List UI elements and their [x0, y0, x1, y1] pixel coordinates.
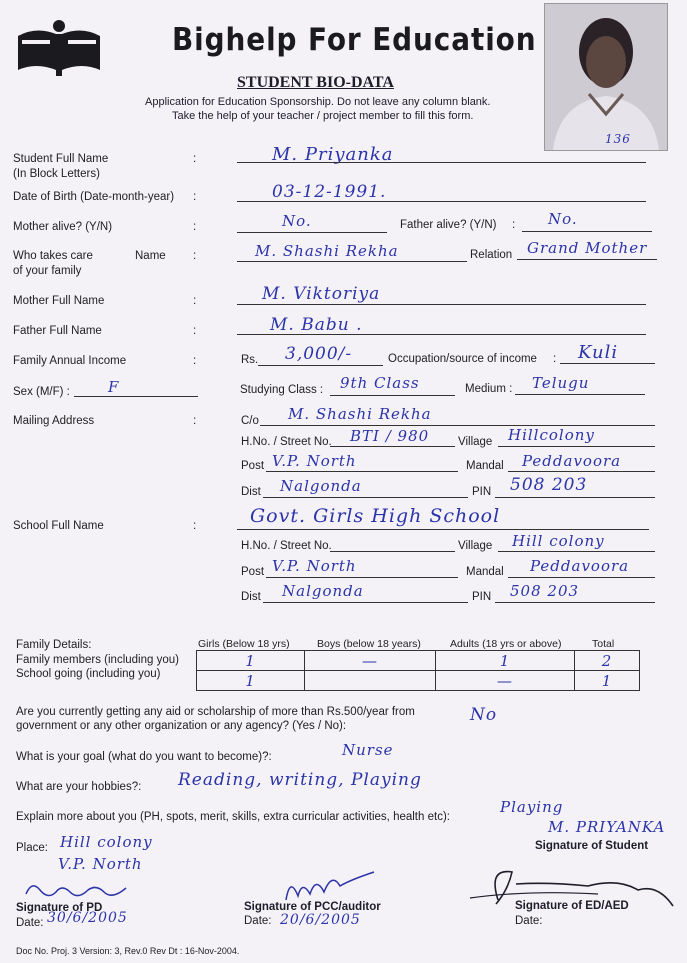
- mother-name-label: Mother Full Name: [13, 295, 105, 307]
- village-label: Village: [458, 436, 493, 448]
- post-value[interactable]: V.P. North: [272, 452, 357, 470]
- relation-value[interactable]: Grand Mother: [527, 239, 648, 257]
- school-mandal-value[interactable]: Peddavoora: [530, 557, 630, 575]
- school-dist-value[interactable]: Nalgonda: [282, 582, 364, 600]
- goal-question: What is your goal (what do you want to become)?:: [16, 751, 272, 763]
- pd-date-label: Date:: [16, 917, 44, 929]
- co-label: C/o: [241, 415, 259, 427]
- underline: [330, 551, 455, 552]
- pcc-date-value[interactable]: 20/6/2005: [280, 912, 361, 928]
- underline: [560, 363, 655, 364]
- father-alive-value[interactable]: No.: [548, 210, 578, 228]
- org-title: Bighelp For Education: [172, 22, 537, 58]
- student-photo: [544, 3, 668, 151]
- pcc-signature-image: [280, 866, 380, 906]
- father-name-value[interactable]: M. Babu .: [270, 315, 363, 335]
- instruction-line-1: Application for Education Sponsorship. Do not leave any column blank.: [145, 96, 491, 108]
- dob-value[interactable]: 03-12-1991.: [272, 182, 387, 202]
- father-alive-label: Father alive? (Y/N): [400, 219, 497, 231]
- place-label: Place:: [16, 842, 48, 854]
- table-cell[interactable]: 1: [436, 651, 575, 671]
- place-value-1[interactable]: Hill colony: [60, 833, 153, 851]
- aid-answer[interactable]: No: [470, 705, 498, 725]
- relation-label: Relation: [470, 249, 513, 261]
- underline: [237, 201, 646, 202]
- pd-signature-label: Signature of PD: [16, 902, 103, 914]
- hno-label: H.No. / Street No.: [241, 436, 332, 448]
- underline: [237, 334, 646, 335]
- mother-alive-value[interactable]: No.: [282, 212, 312, 230]
- school-dist-label: Dist: [241, 591, 261, 603]
- school-mandal-label: Mandal: [466, 566, 504, 578]
- table-row: [197, 671, 640, 691]
- table-cell[interactable]: [305, 671, 436, 691]
- colon: :: [512, 219, 516, 231]
- dist-label: Dist: [241, 486, 261, 498]
- student-signature-label: Signature of Student: [535, 840, 649, 852]
- sex-label: Sex (M/F) :: [13, 386, 70, 398]
- table-row: [197, 651, 640, 671]
- table-cell[interactable]: 1: [197, 671, 305, 691]
- goal-answer[interactable]: Nurse: [342, 741, 394, 759]
- caretaker-name-value[interactable]: M. Shashi Rekha: [255, 242, 399, 260]
- family-details-label: Family Details:: [16, 639, 92, 651]
- pcc-signature-label: Signature of PCC/auditor: [244, 901, 381, 913]
- form-title: STUDENT BIO-DATA: [237, 74, 394, 91]
- rs-label: Rs.: [241, 354, 259, 366]
- pin-value[interactable]: 508 203: [510, 475, 588, 495]
- colon: :: [193, 221, 197, 233]
- hobbies-question: What are your hobbies?:: [16, 781, 142, 793]
- ed-date-label: Date:: [515, 915, 543, 927]
- underline: [266, 577, 458, 578]
- underline: [258, 365, 383, 366]
- dist-value[interactable]: Nalgonda: [280, 477, 362, 495]
- underline: [515, 394, 645, 395]
- school-name-label: School Full Name: [13, 520, 104, 532]
- student-signature: M. PRIYANKA: [548, 818, 666, 836]
- underline: [330, 395, 455, 396]
- pcc-date-label: Date:: [244, 915, 272, 927]
- father-name-label: Father Full Name: [13, 325, 102, 337]
- hno-value[interactable]: BTI / 980: [350, 427, 430, 445]
- colon: :: [193, 355, 197, 367]
- place-value-2[interactable]: V.P. North: [58, 855, 143, 873]
- table-cell[interactable]: —: [436, 671, 575, 691]
- post-label: Post: [241, 460, 265, 472]
- student-portrait-image: [545, 4, 667, 150]
- underline: [498, 551, 655, 552]
- header-total: Total: [592, 638, 615, 650]
- explain-answer[interactable]: Playing: [500, 798, 564, 816]
- school-post-value[interactable]: V.P. North: [272, 557, 357, 575]
- underline: [522, 231, 652, 232]
- income-label: Family Annual Income: [13, 355, 127, 367]
- caretaker-label: Who takes care: [13, 250, 93, 262]
- family-table: [196, 650, 640, 691]
- ed-signature-label: Signature of ED/AED: [515, 900, 629, 912]
- explain-question: Explain more about you (PH, spots, merit, skills, extra curricular activities, health etc):: [16, 811, 450, 823]
- underline: [237, 162, 646, 163]
- mother-name-value[interactable]: M. Viktoriya: [262, 284, 381, 304]
- occupation-label: Occupation/source of income: [388, 353, 537, 365]
- caretaker-sublabel: of your family: [13, 265, 82, 277]
- mailing-address-label: Mailing Address: [13, 415, 95, 427]
- bighelp-logo: [14, 18, 104, 78]
- underline: [263, 602, 468, 603]
- mandal-label: Mandal: [466, 460, 504, 472]
- dob-label: Date of Birth (Date-month-year): [13, 191, 175, 203]
- colon: :: [193, 153, 197, 165]
- underline: [495, 602, 655, 603]
- student-name-label: Student Full Name: [13, 153, 109, 165]
- school-post-label: Post: [241, 566, 265, 578]
- photo-mark: 136: [605, 132, 631, 146]
- school-pin-value[interactable]: 508 203: [510, 582, 580, 600]
- table-cell[interactable]: 1: [575, 671, 640, 691]
- header-boys: Boys (below 18 years): [317, 638, 421, 650]
- pd-signature-image: [22, 876, 132, 902]
- document-number: Doc No. Proj. 3 Version: 3, Rev.0 Rev Dt : 16-Nov-2004.: [16, 946, 240, 956]
- aid-question-line-1: Are you currently getting any aid or scholarship of more than Rs.500/year from: [16, 706, 415, 718]
- underline: [508, 471, 655, 472]
- colon: :: [193, 295, 197, 307]
- class-label: Studying Class :: [240, 384, 324, 396]
- caretaker-name-label: Name: [135, 250, 166, 262]
- school-village-value[interactable]: Hill colony: [512, 532, 605, 550]
- colon: :: [193, 191, 197, 203]
- occupation-value[interactable]: Kuli: [578, 342, 619, 363]
- school-hno-label: H.No. / Street No.: [241, 540, 332, 552]
- underline: [263, 497, 468, 498]
- aid-question-line-2: government or any other organization or any agency? (Yes / No):: [16, 720, 347, 732]
- co-value[interactable]: M. Shashi Rekha: [288, 405, 432, 423]
- table-cell[interactable]: 2: [575, 651, 640, 671]
- header-adults: Adults (18 yrs or above): [450, 638, 562, 650]
- colon: :: [553, 353, 557, 365]
- school-pin-label: PIN: [472, 591, 492, 603]
- underline: [495, 497, 655, 498]
- class-value[interactable]: 9th Class: [340, 374, 420, 392]
- pin-label: PIN: [472, 486, 492, 498]
- colon: :: [193, 250, 197, 262]
- underline: [74, 396, 198, 397]
- hobbies-answer[interactable]: Reading, writing, Playing: [178, 770, 422, 790]
- colon: :: [193, 325, 197, 337]
- underline: [237, 304, 646, 305]
- underline: [237, 261, 467, 262]
- colon: :: [193, 415, 197, 427]
- underline: [266, 471, 458, 472]
- header-girls: Girls (Below 18 yrs): [198, 638, 290, 650]
- colon: :: [193, 520, 197, 532]
- table-cell[interactable]: —: [305, 651, 436, 671]
- underline: [330, 446, 455, 447]
- underline: [517, 259, 657, 260]
- school-village-label: Village: [458, 540, 493, 552]
- mother-alive-label: Mother alive? (Y/N): [13, 221, 113, 233]
- underline: [498, 446, 655, 447]
- income-value[interactable]: 3,000/-: [285, 344, 353, 364]
- school-name-value[interactable]: Govt. Girls High School: [250, 505, 501, 527]
- table-cell[interactable]: 1: [197, 651, 305, 671]
- student-name-value[interactable]: M. Priyanka: [272, 144, 394, 165]
- underline: [237, 529, 649, 530]
- sex-value[interactable]: F: [108, 378, 120, 396]
- underline: [260, 425, 655, 426]
- mandal-value[interactable]: Peddavoora: [522, 452, 622, 470]
- family-members-label: Family members (including you): [16, 654, 179, 666]
- medium-value[interactable]: Telugu: [532, 374, 590, 392]
- medium-label: Medium :: [465, 383, 513, 395]
- village-value[interactable]: Hillcolony: [508, 426, 595, 444]
- underline: [237, 232, 387, 233]
- underline: [508, 577, 655, 578]
- pd-date-value[interactable]: 30/6/2005: [47, 910, 128, 926]
- school-going-label: School going (including you): [16, 668, 161, 680]
- student-name-sublabel: (In Block Letters): [13, 168, 100, 180]
- instruction-line-2: Take the help of your teacher / project member to fill this form.: [172, 110, 474, 122]
